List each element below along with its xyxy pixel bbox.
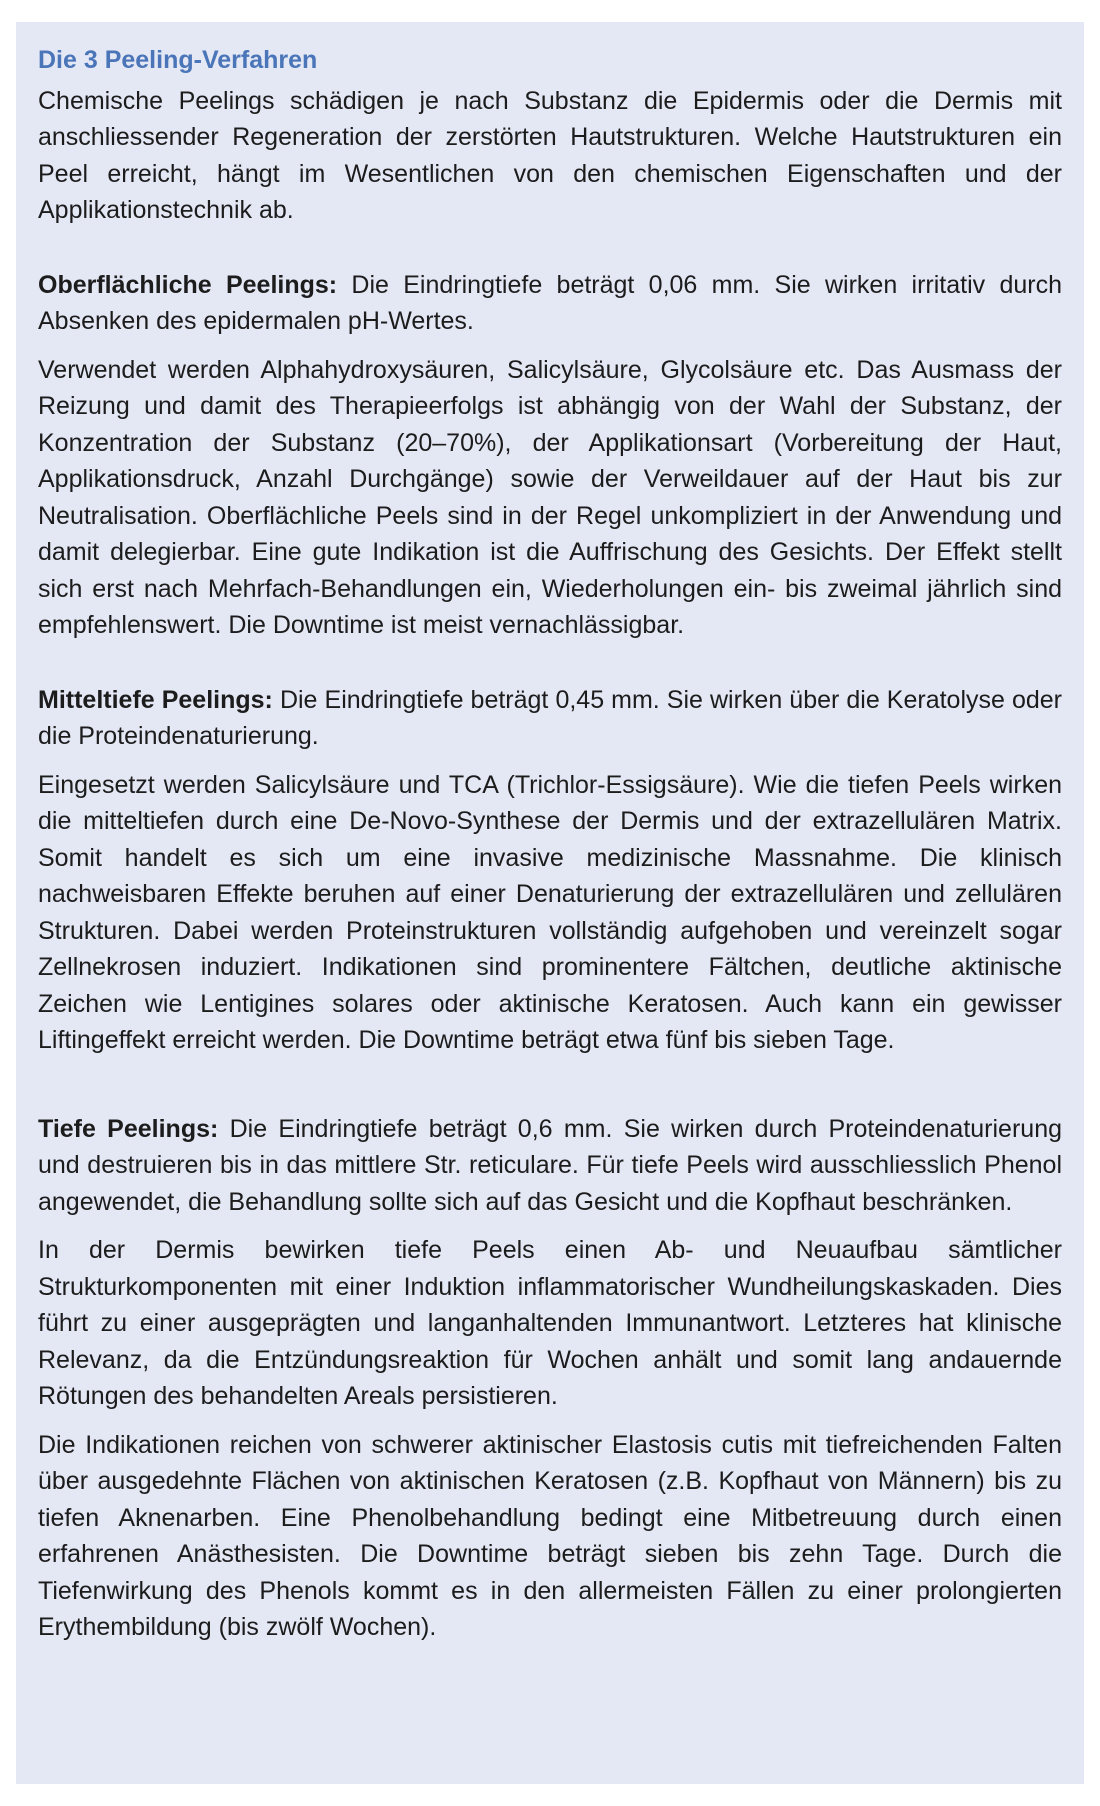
info-box: [16, 22, 1084, 1784]
medium-text: Die Eindringtiefe beträgt 0,45 mm. Sie wirken über die Keratolyse oder die Proteindenaturierung.: [38, 685, 1063, 750]
deep-label: Tiefe Peelings:: [38, 1114, 219, 1143]
deep-detail-1: In der Dermis bewirken tiefe Peels einen Ab- und Neuaufbau sämtlicher Strukturkomponenten mit einer Induktion inflammatorischer Wundheilungskaskaden. Dies führt zu einer ausgeprägten und langanhaltenden Immunantwort. Letzteres hat klinische Relevanz, da die Entzündungsreaktion für Wochen anhält und somit lang andauernde Rötungen des behandelten Areals persistieren.: [38, 1236, 1062, 1410]
medium-detail: Eingesetzt werden Salicylsäure und TCA (Trichlor-Essigsäure). Wie die tiefen Peels wirken die mitteltiefen durch eine De-Novo-Synthese der Dermis und der extrazellulären Matrix. Somit handelt es sich um eine invasive medizinische Massnahme. Die klinisch nachweisbaren Effekte beruhen auf einer Denaturierung der extrazellulären und zellulären Strukturen. Dabei werden Proteinstrukturen vollständig aufgehoben und vereinzelt sogar Zellnekrosen induziert. Indikationen sind prominentere Fältchen, deutliche aktinische Zeichen wie Lentigines solares oder aktinische Keratosen. Auch kann ein gewisser Liftingeffekt erreicht werden. Die Downtime beträgt etwa fünf bis sieben Tage.: [38, 770, 1062, 1054]
superficial-text: Die Eindringtiefe beträgt 0,06 mm. Sie wirken irritativ durch Absenken des epidermalen pH-Wertes.: [38, 270, 1062, 335]
medium-summary: [38, 682, 1062, 755]
intro-paragraph: Chemische Peelings schädigen je nach Substanz die Epidermis oder die Dermis mit anschliessender Regeneration der zerstörten Hautstrukturen. Welche Hautstrukturen ein Peel erreicht, hängt im Wesentlichen von den chemischen Eigenschaften und der Applikationstechnik ab.: [38, 86, 1062, 224]
deep-summary: [38, 1111, 1062, 1221]
deep-text: Die Eindringtiefe beträgt 0,6 mm. Sie wirken durch Proteindenaturierung und destruieren bis in das mittlere Str. reticulare. Für tiefe Peels wird ausschliesslich Phenol angewendet, die Behandlung sollte sich auf das Gesicht und die Kopfhaut beschränken.: [38, 1114, 1062, 1216]
superficial-detail: Verwendet werden Alphahydroxysäuren, Salicylsäure, Glycolsäure etc. Das Ausmass der Reizung und damit des Therapieerfolgs ist abhängig von der Wahl der Substanz, der Konzentration der Substanz (20–70%), der Applikationsart (Vorbereitung der Haut, Applikationsdruck, Anzahl Durchgänge) sowie der Verweildauer auf der Haut bis zur Neutralisation. Oberflächliche Peels sind in der Regel unkompliziert in der Anwendung und damit delegierbar. Eine gute Indikation ist die Auffrischung des Gesichts. Der Effekt stellt sich erst nach Mehrfach-Behandlungen ein, Wiederholungen ein- bis zweimal jährlich sind empfehlenswert. Die Downtime ist meist vernachlässigbar.: [38, 355, 1062, 639]
superficial-label: Oberflächliche Peelings:: [38, 270, 338, 299]
box-title: Die 3 Peeling-Verfahren: [38, 46, 318, 74]
deep-detail-2: Die Indikationen reichen von schwerer aktinischer Elastosis cutis mit tiefreichenden Falten über ausgedehnte Flächen von aktinischen Keratosen (z.B. Kopfhaut von Männern) bis zu tiefen Aknenarben. Eine Phenolbehandlung bedingt eine Mitbetreuung durch einen erfahrenen Anästhesisten. Die Downtime beträgt sieben bis zehn Tage. Durch die Tiefenwirkung des Phenols kommt es in den allermeisten Fällen zu einer prolongierten Erythembildung (bis zwölf Wochen).: [38, 1430, 1062, 1641]
medium-label: Mitteltiefe Peelings:: [38, 685, 273, 714]
superficial-summary: [38, 267, 1062, 340]
